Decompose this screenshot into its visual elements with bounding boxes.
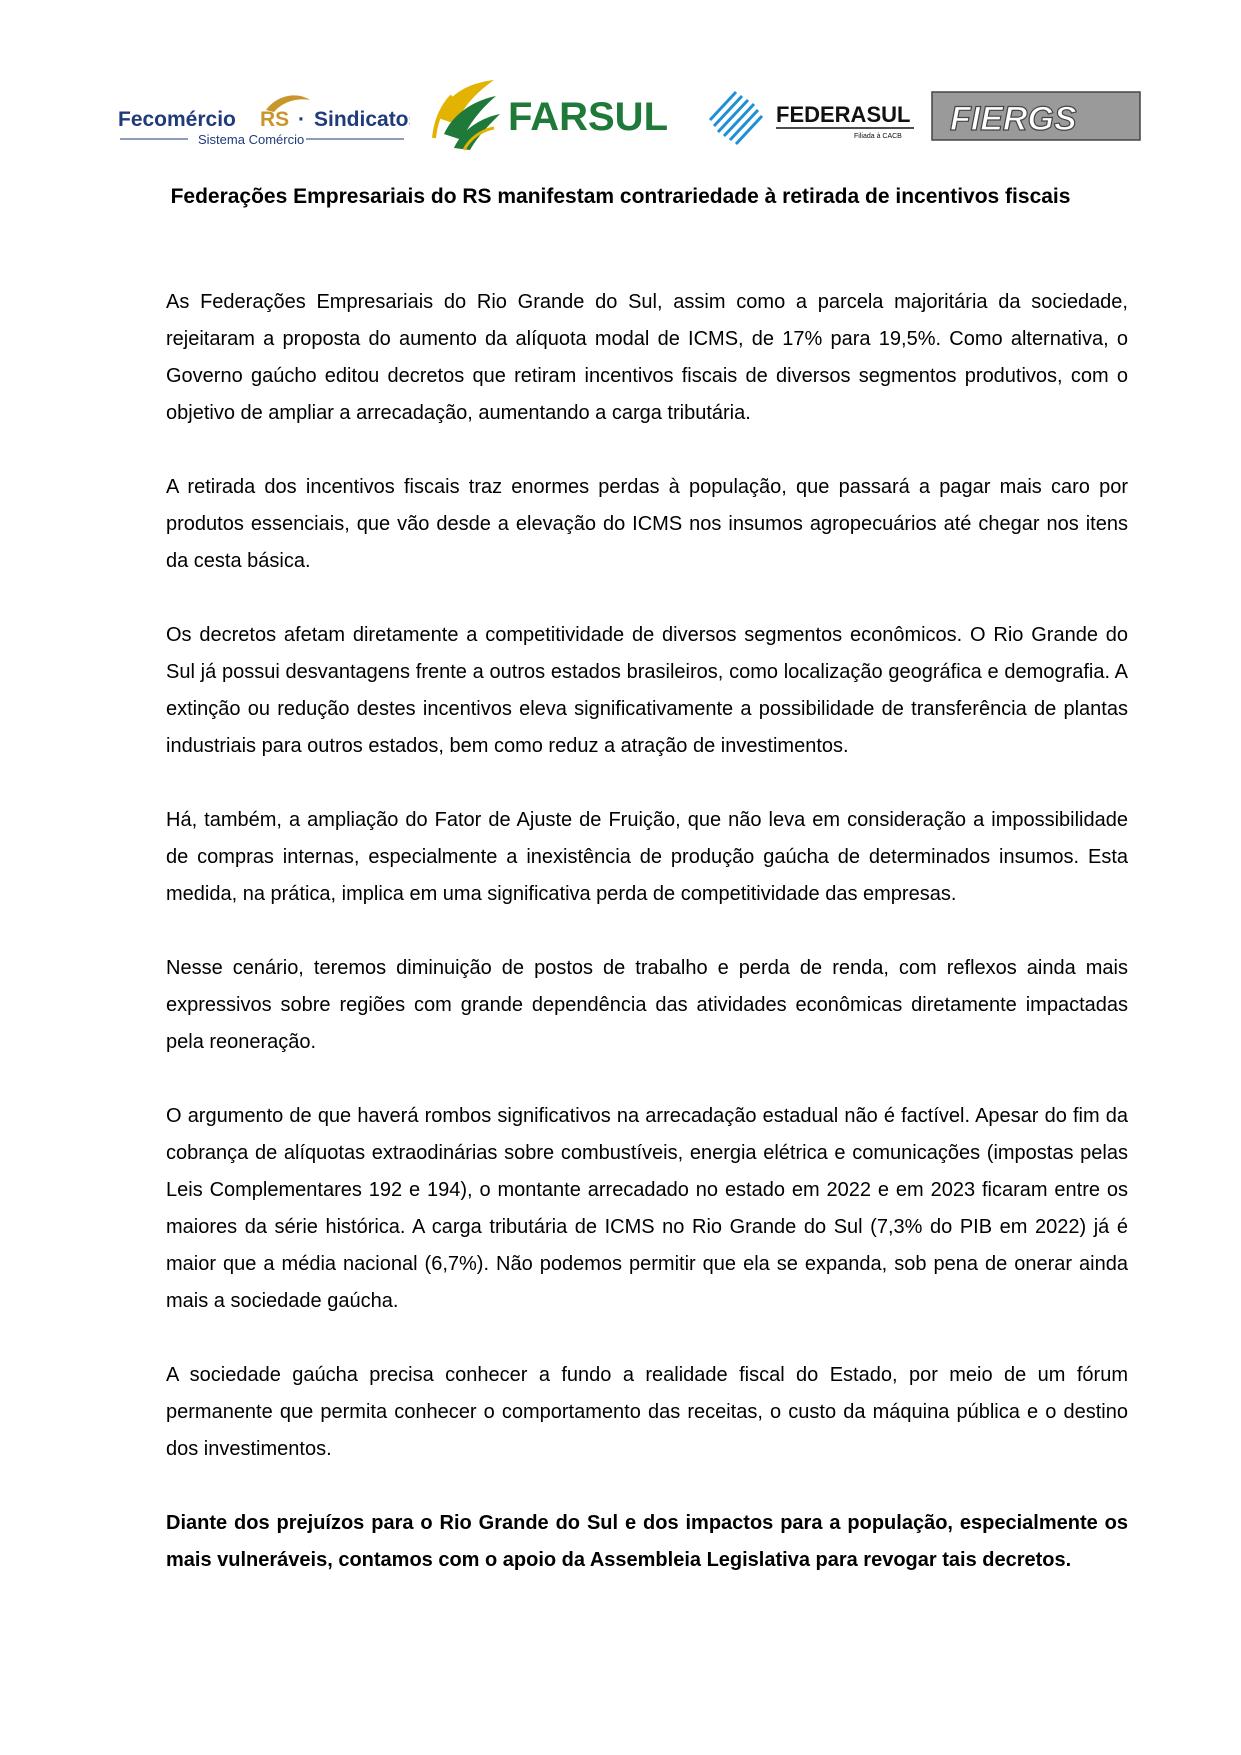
fecomercio-logo — [118, 92, 410, 152]
paragraph-7: A sociedade gaúcha precisa conhecer a fundo a realidade fiscal do Estado, por meio de um fórum permanente que permita conhecer o comportamento das receitas, o custo da máquina pública e o destino dos investimentos. — [166, 1364, 1128, 1460]
paragraph-1: As Federações Empresariais do Rio Grande do Sul, assim como a parcela majoritária da sociedade, rejeitaram a proposta do aumento da alíquota modal de ICMS, de 17% para 19,5%. Como alternativa, o Governo gaúcho editou decretos que retiram incentivos fiscais de diversos segmentos produtivos, com o objetivo de ampliar a arrecadação, aumentando a carga tributária. — [166, 291, 1128, 424]
wheat-icon — [434, 80, 500, 150]
paragraph-4: Há, também, a ampliação do Fator de Ajuste de Fruição, que não leva em consideração a impossibilidade de compras internas, especialmente a inexistência de produção gaúcha de determinados insumos. Esta medida, na prática, implica em uma significativa perda de competitividade das empresas. — [166, 809, 1128, 905]
svg-text:RS: RS — [260, 108, 290, 131]
svg-text:FEDERASUL: FEDERASUL — [776, 102, 911, 127]
svg-text:Filiada à CACB: Filiada à CACB — [854, 133, 902, 140]
farsul-logo — [430, 78, 680, 152]
paragraph-6: O argumento de que haverá rombos significativos na arrecadação estadual não é factível. Apesar do fim da cobrança de alíquotas extraodinárias sobre combustíveis, energia elétrica e comunicações (impostas pelas Leis Complementares 192 e 194), o montante arrecadado no estado em 2022 e em 2023 ficaram entre os maiores da série histórica. A carga tributária de ICMS no Rio Grande do Sul (7,3% do PIB em 2022) já é maior que a média nacional (6,7%). Não podemos permitir que ela se expanda, sob pena de onerar ainda mais a sociedade gaúcha. — [166, 1105, 1128, 1312]
svg-text:FIERGS: FIERGS — [950, 100, 1077, 138]
svg-text:Fecomércio: Fecomércio — [118, 108, 236, 131]
fiergs-logo — [930, 90, 1142, 142]
federasul-logo — [704, 86, 936, 146]
paragraph-3: Os decretos afetam diretamente a competitividade de diversos segmentos econômicos. O Rio Grande do Sul já possui desvantagens frente a outros estados brasileiros, como localização geográfica e demografia. A extinção ou redução destes incentivos eleva significativamente a possibilidade de transferência de plantas industriais para outros estados, bem como reduz a atração de investimentos. — [166, 624, 1128, 757]
federasul-stripes-icon — [706, 88, 762, 146]
document-body — [166, 284, 1128, 1579]
svg-text:Sistema Comércio: Sistema Comércio — [198, 132, 305, 147]
paragraph-2: A retirada dos incentivos fiscais traz enormes perdas à população, que passará a pagar mais caro por produtos essenciais, que vão desde a elevação do ICMS nos insumos agropecuários até chegar nos itens da cesta básica. — [166, 476, 1128, 572]
svg-text:Sindicatos: Sindicatos — [314, 108, 410, 131]
svg-text:FARSUL: FARSUL — [508, 95, 668, 139]
logo-strip — [118, 78, 1138, 152]
document-title: Federações Empresariais do RS manifestam contrariedade à retirada de incentivos fiscais — [170, 185, 1071, 208]
paragraph-5: Nesse cenário, teremos diminuição de postos de trabalho e perda de renda, com reflexos ainda mais expressivos sobre regiões com grande dependência das atividades econômicas diretamente impactadas pela reoneração. — [166, 957, 1128, 1053]
closing-paragraph: Diante dos prejuízos para o Rio Grande do Sul e dos impactos para a população, especialmente os mais vulneráveis, contamos com o apoio da Assembleia Legislativa para revogar tais decretos. — [166, 1512, 1128, 1571]
svg-text:·: · — [298, 108, 305, 131]
